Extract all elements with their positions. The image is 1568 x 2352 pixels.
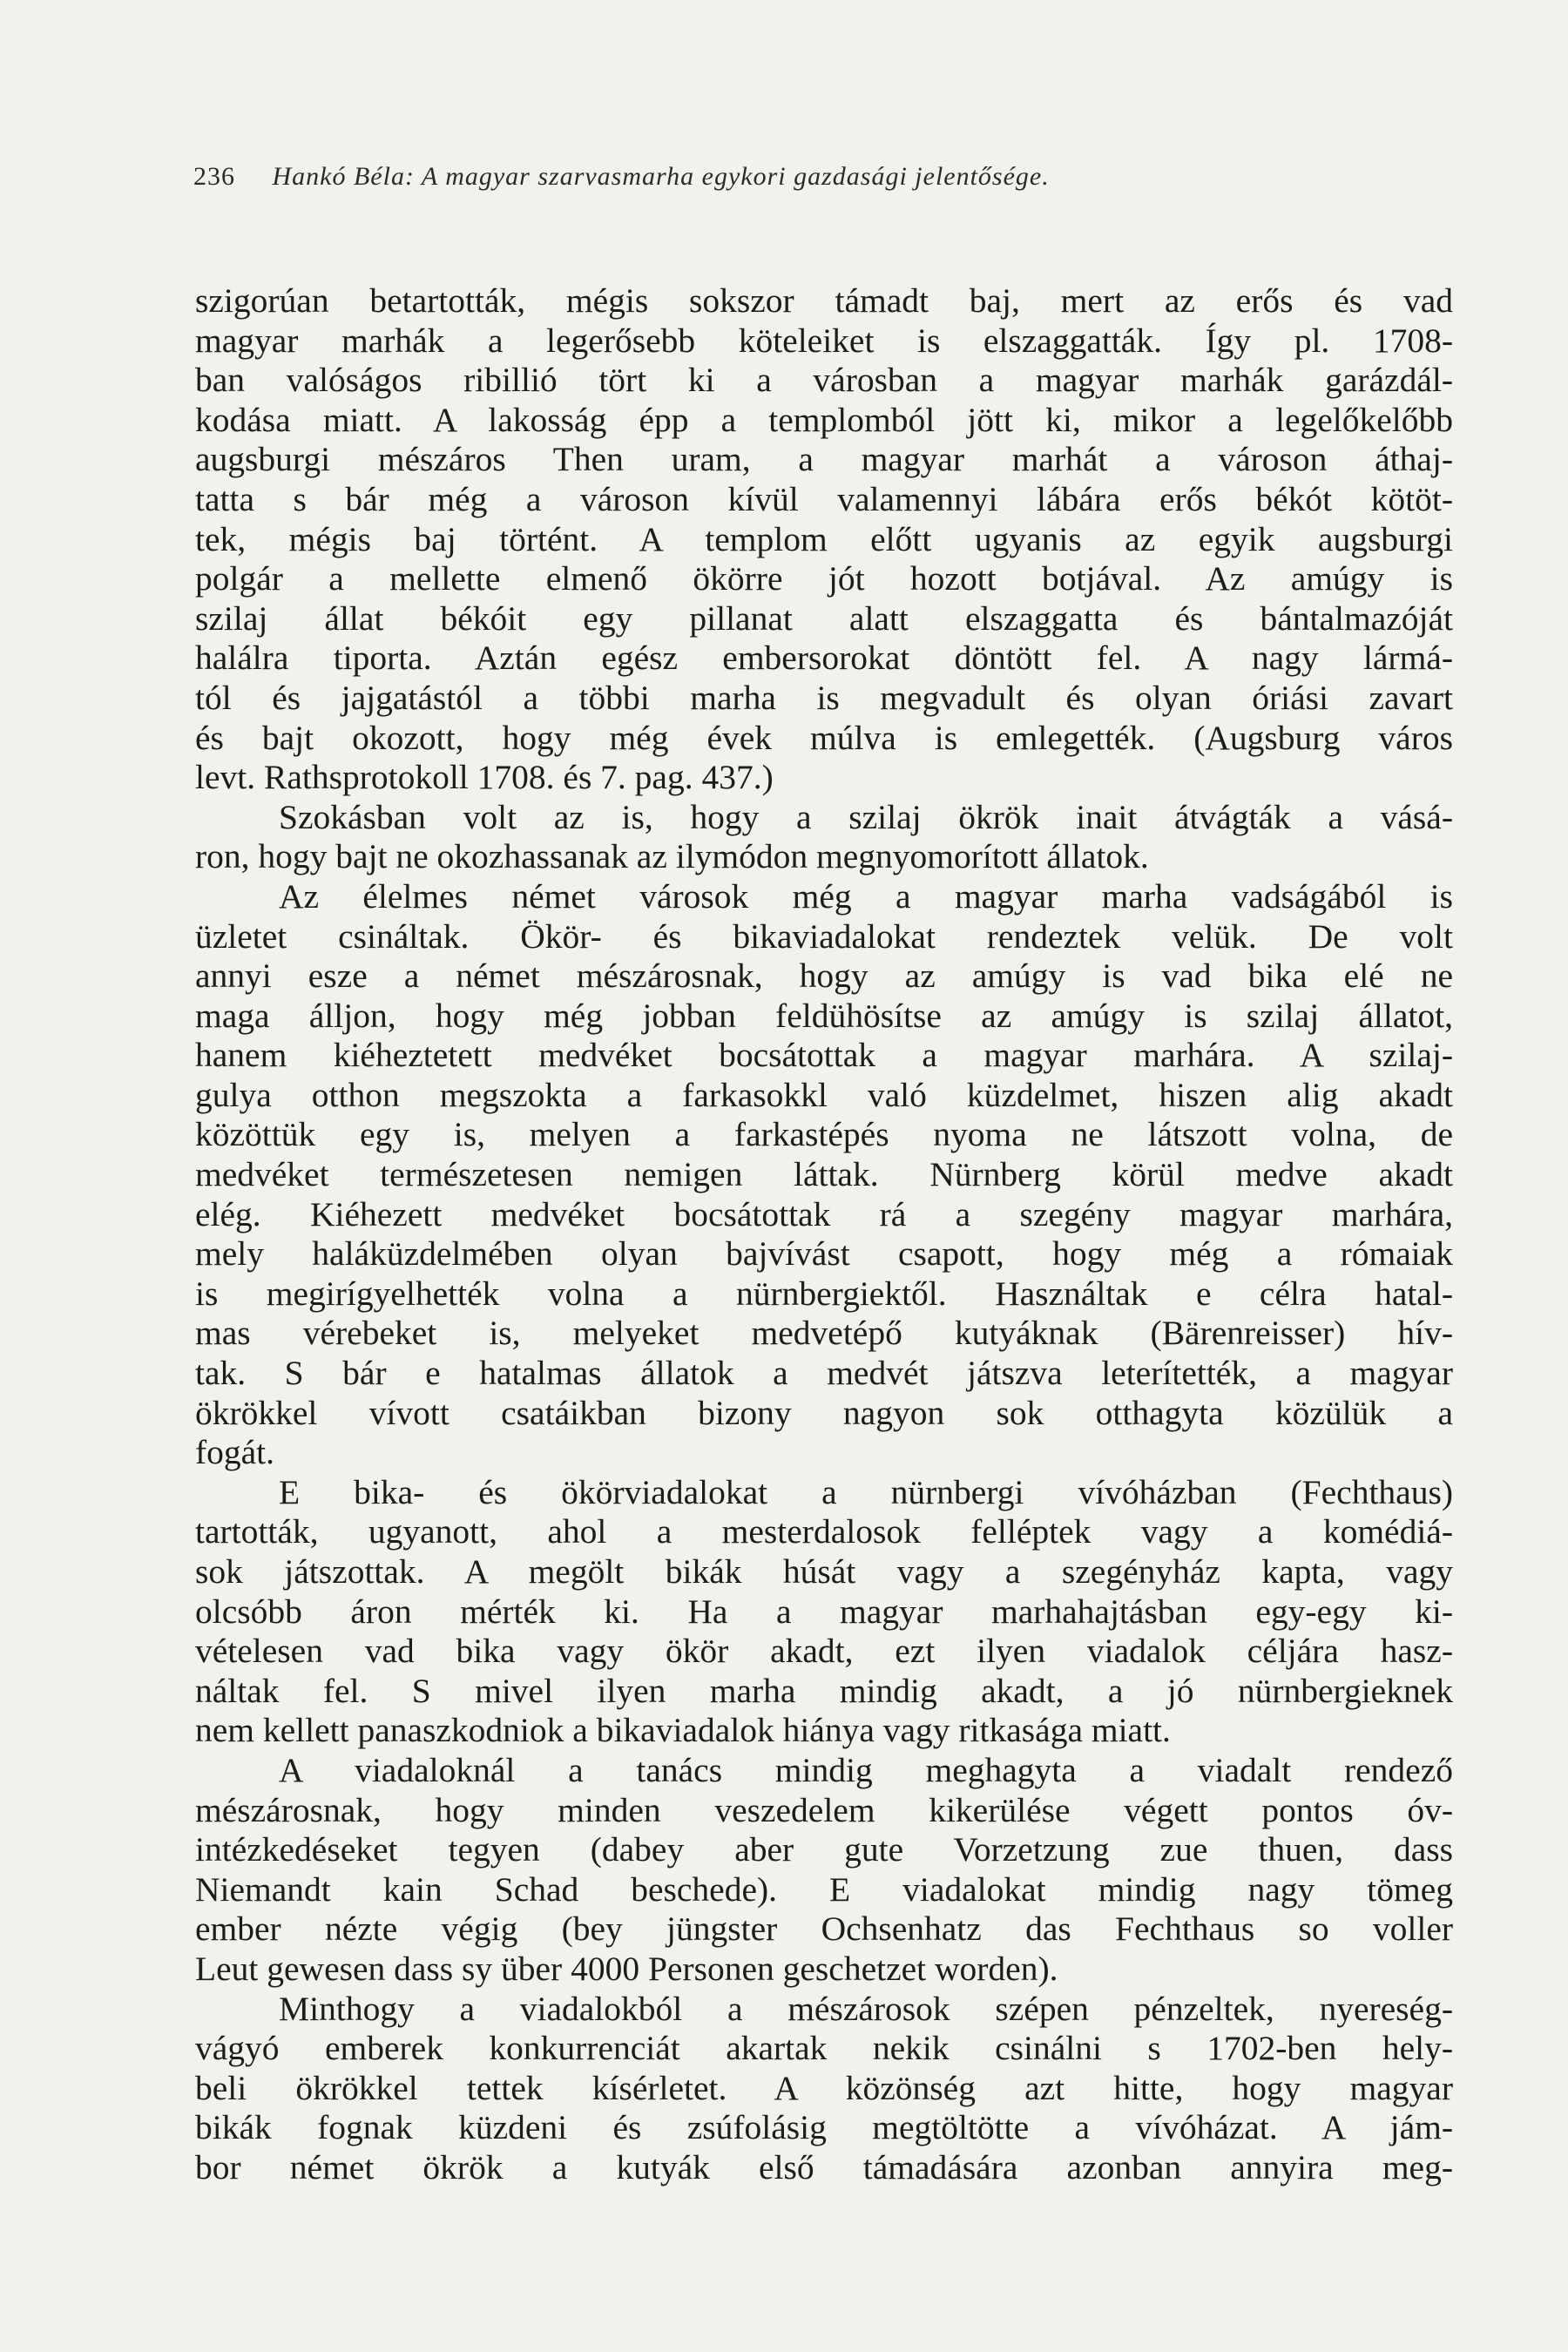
text-line: fogát. [195, 1433, 275, 1472]
text-line: beli ökrökkel tettek kísérletet. A közönség azt hitte, hogy magyar [195, 2068, 1453, 2107]
body-text [195, 281, 1453, 2188]
text-line: üzletet csináltak. Ökör- és bikaviadalokat rendeztek velük. De volt [195, 916, 1453, 956]
text-line: tartották, ugyanott, ahol a mesterdalosok felléptek vagy a komédiá- [195, 1512, 1453, 1551]
text-line: Minthogy a viadalokból a mészárosok szépen pénzeltek, nyereség- [279, 1989, 1453, 2028]
running-title: Hankó Béla: A magyar szarvasmarha egykori gazdasági jelentősége. [272, 162, 1050, 191]
text-line: sok játszottak. A megölt bikák húsát vagy a szegényház kapta, vagy [195, 1552, 1453, 1591]
text-line: mészárosnak, hogy minden veszedelem kikerülése végett pontos óv- [195, 1790, 1453, 1829]
text-line: ökrökkel vívott csatáikban bizony nagyon sok otthagyta közülük a [195, 1393, 1453, 1432]
text-line: polgár a mellette elmenő ökörre jót hozott botjával. Az amúgy is [195, 559, 1453, 598]
running-header [193, 162, 1050, 192]
text-line: gulya otthon megszokta a farkasokkl való küzdelmet, hiszen alig akadt [195, 1075, 1453, 1114]
text-line: medvéket természetesen nemigen láttak. Nürnberg körül medve akadt [195, 1155, 1453, 1194]
text-line: szilaj állat békóit egy pillanat alatt elszaggatta és bántalmazóját [195, 598, 1453, 638]
text-line: tatta s bár még a városon kívül valamennyi lábára erős békót kötöt- [195, 479, 1453, 518]
text-line: náltak fel. S mivel ilyen marha mindig akadt, a jó nürnbergieknek [195, 1671, 1453, 1710]
text-line: Leut gewesen dass sy über 4000 Personen geschetzet worden). [195, 1949, 1058, 1988]
text-line: Szokásban volt az is, hogy a szilaj ökrök inait átvágták a vásá- [279, 797, 1453, 836]
text-line: szigorúan betartották, mégis sokszor támadt baj, mert az erős és vad [195, 281, 1453, 320]
text-line: tek, mégis baj történt. A templom előtt ugyanis az egyik augsburgi [195, 519, 1453, 558]
text-line: intézkedéseket tegyen (dabey aber gute Vorzetzung zue thuen, dass [195, 1830, 1453, 1869]
text-line: közöttük egy is, melyen a farkastépés nyoma ne látszott volna, de [195, 1115, 1453, 1154]
text-line: Az élelmes német városok még a magyar marha vadságából is [279, 876, 1453, 916]
text-line: bikák fognak küzdeni és zsúfolásig megtöltötte a vívóházat. A jám- [195, 2108, 1453, 2147]
text-line: mely haláküzdelmében olyan bajvívást csapott, hogy még a rómaiak [195, 1234, 1453, 1274]
text-line: olcsóbb áron mérték ki. Ha a magyar marhahajtásban egy-egy ki- [195, 1592, 1453, 1631]
text-line: elég. Kiéhezett medvéket bocsátottak rá a szegény magyar marhára, [195, 1194, 1453, 1233]
text-line: magyar marhák a legerősebb köteleiket is elszaggatták. Így pl. 1708- [195, 321, 1453, 360]
text-line: tól és jajgatástól a többi marha is megvadult és olyan óriási zavart [195, 678, 1453, 717]
text-line: A viadaloknál a tanács mindig meghagyta a viadalt rendező [279, 1750, 1453, 1789]
text-line: maga álljon, hogy még jobban feldühösítse az amúgy is szilaj állatot, [195, 996, 1453, 1035]
text-line: augsburgi mészáros Then uram, a magyar marhát a városon áthaj- [195, 440, 1453, 479]
text-line: vételesen vad bika vagy ökör akadt, ezt ilyen viadalok céljára hasz- [195, 1632, 1453, 1671]
page-number: 236 [193, 162, 235, 191]
text-line: halálra tiporta. Aztán egész embersorokat döntött fel. A nagy lármá- [195, 639, 1453, 678]
text-line: is megirígyelhették volna a nürnbergiektől. Használtak e célra hatal- [195, 1274, 1453, 1313]
text-line: Niemandt kain Schad beschede). E viadalokat mindig nagy tömeg [195, 1869, 1453, 1909]
text-line: és bajt okozott, hogy még évek múlva is emlegették. (Augsburg város [195, 718, 1453, 757]
text-line: tak. S bár e hatalmas állatok a medvét játszva leterítették, a magyar [195, 1354, 1453, 1393]
text-line: E bika- és ökörviadalokat a nürnbergi vívóházban (Fechthaus) [279, 1472, 1453, 1511]
text-line: hanem kiéheztetett medvéket bocsátottak a magyar marhára. A szilaj- [195, 1036, 1453, 1075]
text-line: kodása miatt. A lakosság épp a templomból jött ki, mikor a legelőkelőbb [195, 400, 1453, 439]
text-line: bor német ökrök a kutyák első támadására azonban annyira meg- [195, 2147, 1453, 2186]
text-line: levt. Rathsprotokoll 1708. és 7. pag. 437.) [195, 758, 774, 797]
text-line: nem kellett panaszkodniok a bikaviadalok hiánya vagy ritkasága miatt. [195, 1711, 1171, 1750]
text-line: ban valóságos ribillió tört ki a városban a magyar marhák garázdál- [195, 361, 1453, 400]
text-line: vágyó emberek konkurrenciát akartak nekik csinálni s 1702-ben hely- [195, 2029, 1453, 2068]
text-line: ron, hogy bajt ne okozhassanak az ilymódon megnyomorított állatok. [195, 837, 1149, 876]
text-line: ember nézte végig (bey jüngster Ochsenhatz das Fechthaus so voller [195, 1909, 1453, 1949]
text-line: annyi esze a német mészárosnak, hogy az amúgy is vad bika elé ne [195, 956, 1453, 996]
text-line: mas vérebeket is, melyeket medvetépő kutyáknak (Bärenreisser) hív- [195, 1314, 1453, 1353]
